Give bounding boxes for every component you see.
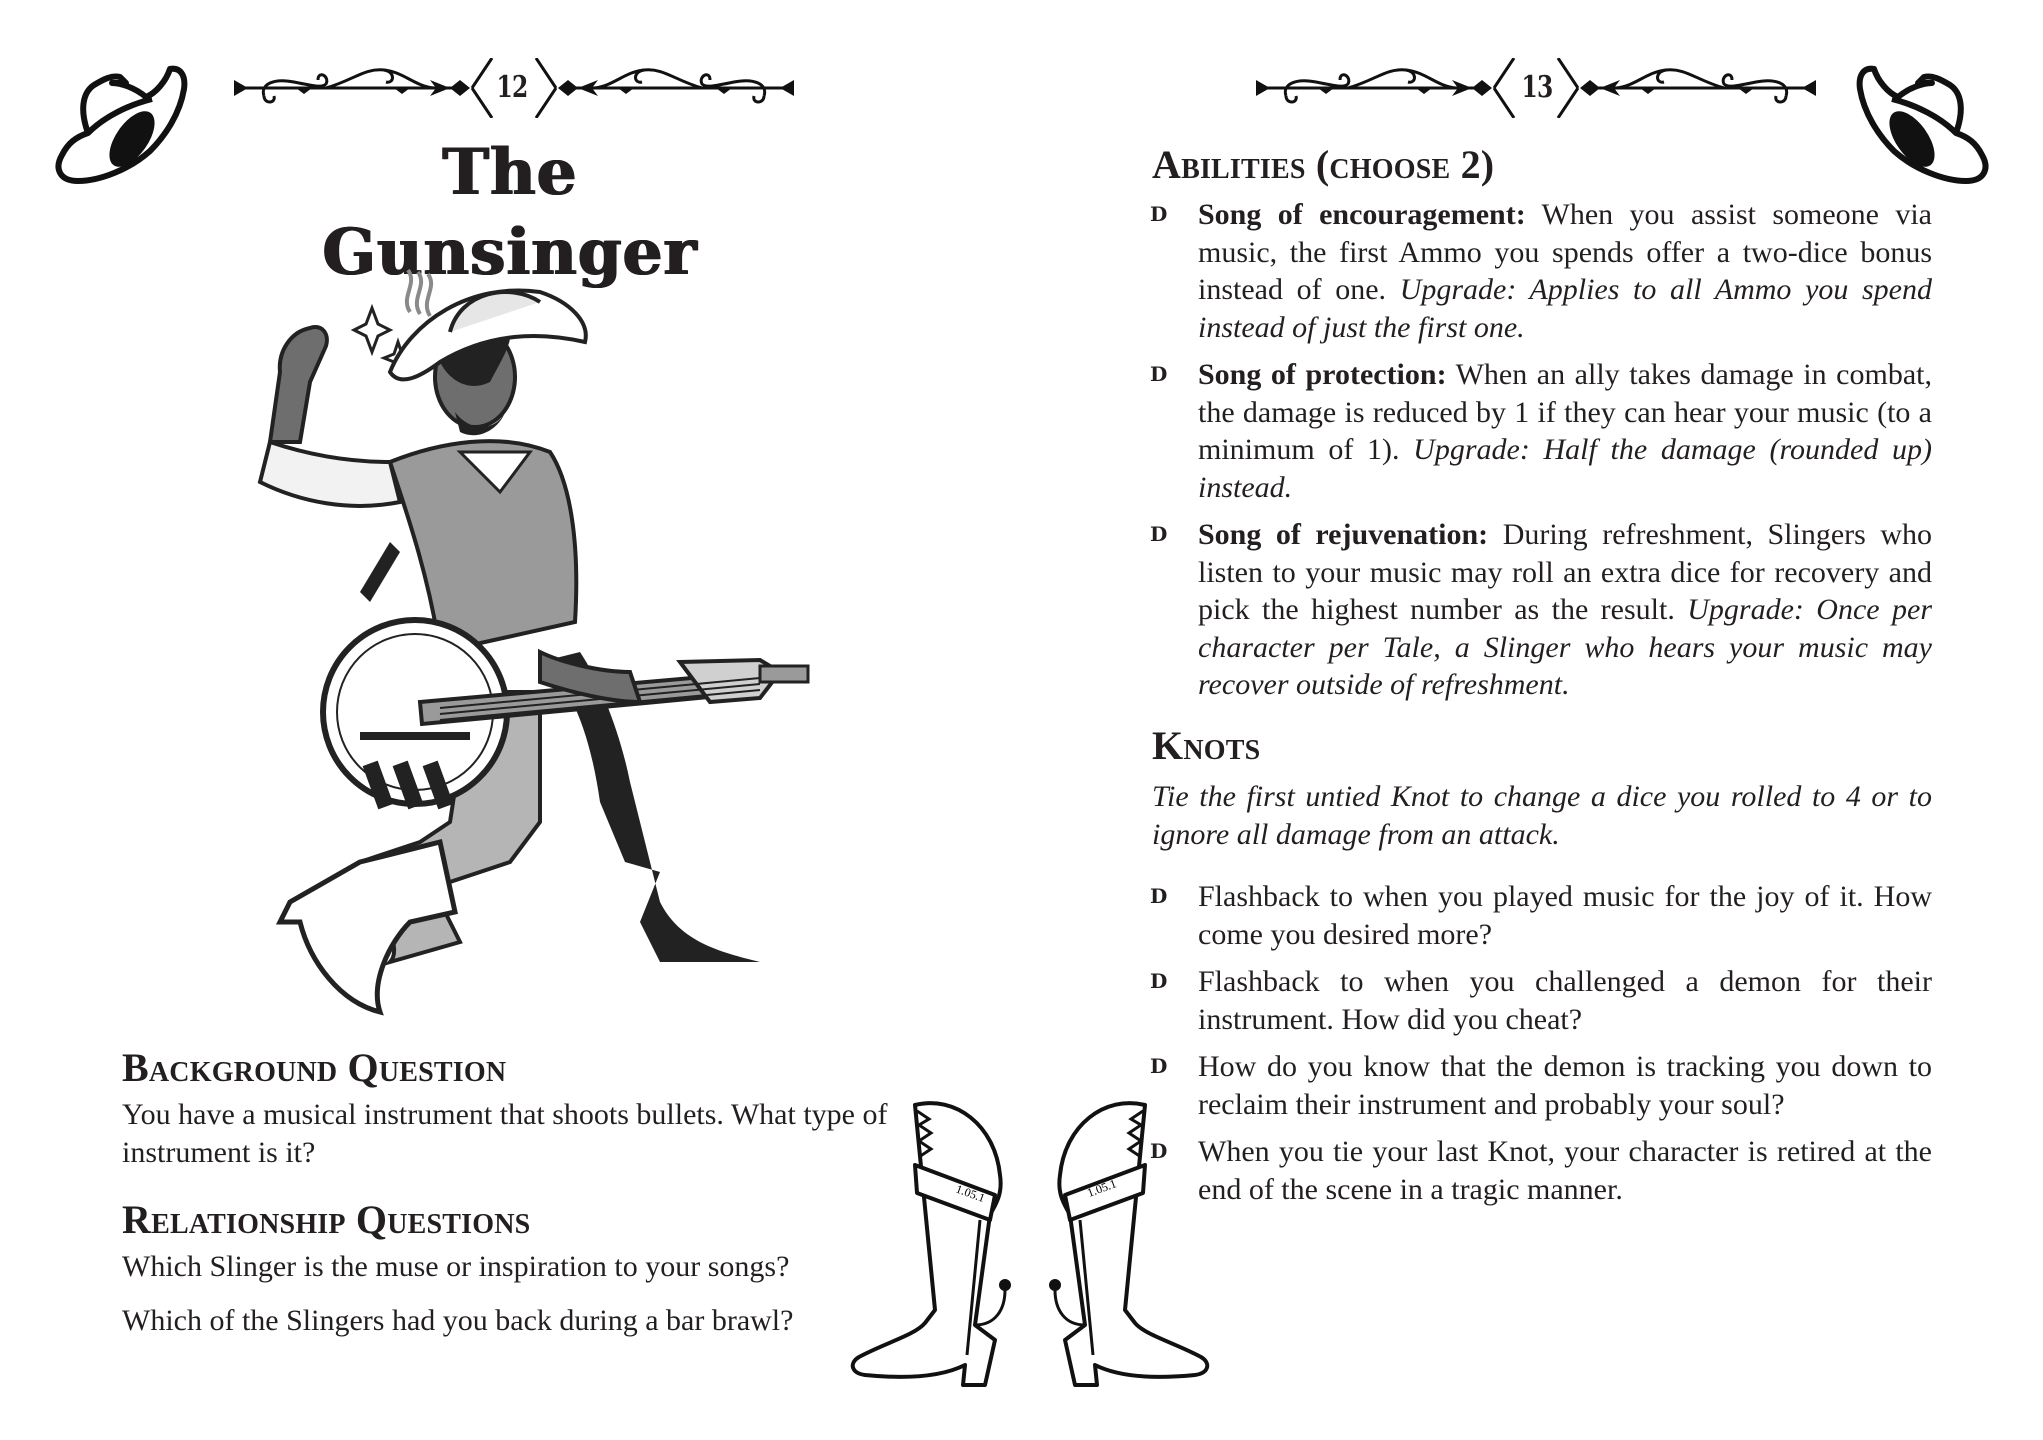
ability-text: During refreshment, Slingers who listen to your music may roll an extra dice for recovery and pick the highest number as the result.: [1198, 518, 1932, 626]
relationship-questions-heading: Relationship Questions: [122, 1197, 531, 1242]
bullet-icon: D: [1150, 522, 1168, 546]
knots-heading: Knots: [1152, 723, 1261, 768]
bullet-icon: D: [1150, 969, 1168, 993]
abilities-list: [1150, 196, 1932, 704]
knot-text: Flashback to when you played music for the joy of it. How come you desired more?: [1198, 880, 1932, 951]
page-number-right: 13: [1521, 70, 1553, 105]
knot-item: [1150, 1133, 1932, 1208]
ability-upgrade: Upgrade: Half the damage (rounded up) instead.: [1198, 433, 1932, 504]
background-question-heading: Background Question: [122, 1045, 507, 1090]
page-number-left: 12: [496, 70, 528, 105]
knot-item: [1150, 1048, 1932, 1123]
ability-upgrade: Upgrade: Applies to all Ammo you spend instead of just the first one.: [1198, 273, 1933, 344]
knot-item: [1150, 963, 1932, 1038]
abilities-heading: Abilities (choose 2): [1152, 142, 1495, 187]
relationship-question: Which Slinger is the muse or inspiration to your songs?: [122, 1250, 790, 1283]
relationship-question: Which of the Slingers had you back during a bar brawl?: [122, 1304, 794, 1337]
ability-text: When you assist someone via music, the first Ammo you spends offer a two-dice bonus instead of one.: [1198, 198, 1932, 306]
bullet-icon: D: [1150, 1139, 1168, 1163]
knot-text: When you tie your last Knot, your character is retired at the end of the scene in a tragic manner.: [1198, 1135, 1932, 1206]
knot-text: Flashback to when you challenged a demon for their instrument. How did you cheat?: [1198, 965, 1932, 1036]
boot-marking-left: 1.05.1: [953, 1181, 987, 1206]
ability-name: Song of rejuvenation:: [1198, 518, 1489, 551]
ability-name: Song of encouragement:: [1198, 198, 1526, 231]
ability-item: [1150, 356, 1932, 506]
ability-upgrade: Upgrade: Once per character per Tale, a Slinger who hears your music may recover outside of refreshment.: [1198, 593, 1932, 701]
knot-text: How do you know that the demon is tracking you down to reclaim their instrument and probably your soul?: [1198, 1050, 1932, 1121]
knots-intro: Tie the first untied Knot to change a dice you rolled to 4 or to ignore all damage from an attack.: [1152, 780, 1932, 851]
bullet-icon: D: [1150, 884, 1168, 908]
knots-list: [1150, 878, 1932, 1208]
background-question-text: You have a musical instrument that shoots bullets. What type of instrument is it?: [122, 1098, 888, 1169]
ability-item: [1150, 196, 1932, 346]
knot-item: [1150, 878, 1932, 953]
ability-name: Song of protection:: [1198, 358, 1447, 391]
cowboy-hat-icon: [54, 63, 190, 187]
boot-marking-right: 1.05.1: [1085, 1176, 1119, 1200]
gunsinger-banjo-illustration: [240, 262, 820, 1022]
bullet-icon: D: [1150, 202, 1168, 226]
bullet-icon: D: [1150, 1054, 1168, 1078]
ability-item: [1150, 516, 1932, 704]
ability-text: When an ally takes damage in combat, the damage is reduced by 1 if they can hear your music (to a minimum of 1).: [1198, 358, 1932, 466]
bullet-icon: D: [1150, 362, 1168, 386]
page-title: The Gunsinger: [322, 135, 698, 290]
